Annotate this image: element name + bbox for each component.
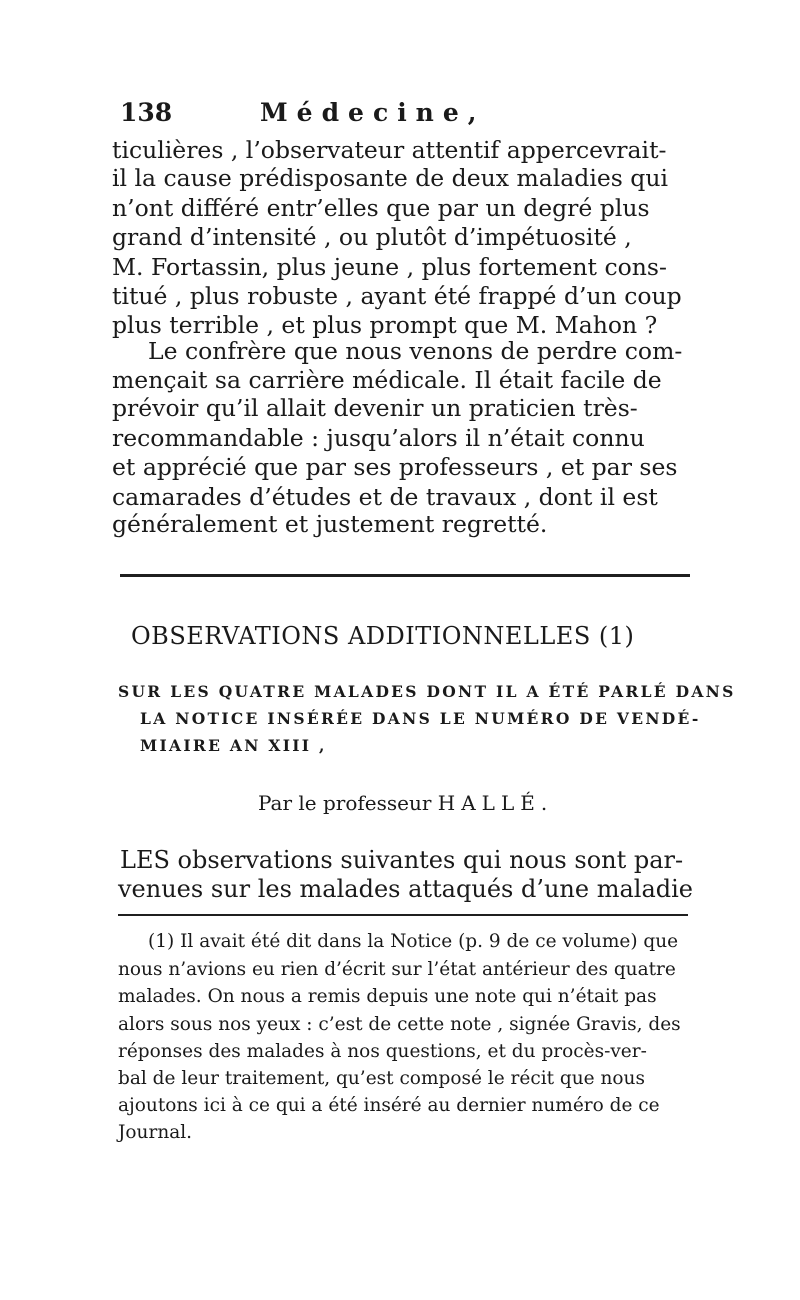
text-line: titué , plus robuste , ayant été frappé d’un coup <box>112 282 682 310</box>
page-header <box>120 98 680 138</box>
text-line: prévoir qu’il allait devenir un praticien très- <box>112 394 638 422</box>
section-divider <box>120 574 690 577</box>
footnote-line: malades. On nous a remis depuis une note qui n’était pas <box>118 986 657 1007</box>
footnote-line: ajoutons ici à ce qui a été inséré au dernier numéro de ce <box>118 1095 660 1116</box>
text-line: ticulières , l’observateur attentif appercevrait- <box>112 136 667 164</box>
footnote-line: (1) Il avait été dit dans la Notice (p. 9 de ce volume) que <box>148 931 679 952</box>
text-line: Le confrère que nous venons de perdre com- <box>148 337 683 365</box>
text-line: il la cause prédisposante de deux maladies qui <box>112 164 669 192</box>
page-number: 138 <box>120 98 173 127</box>
text-line: grand d’intensité , ou plutôt d’impétuosité , <box>112 223 632 251</box>
section-title: OBSERVATIONS ADDITIONNELLES (1) <box>131 622 635 650</box>
text-line: et apprécié que par ses professeurs , et par ses <box>112 453 678 481</box>
text-line: venues sur les malades attaqués d’une maladie <box>118 875 693 903</box>
subtitle-line: SUR LES QUATRE MALADES DONT IL A ÉTÉ PARLÉ DANS <box>118 682 736 701</box>
text-line: plus terrible , et plus prompt que M. Mahon ? <box>112 311 658 339</box>
footnote-divider <box>118 914 688 916</box>
text-line: mençait sa carrière médicale. Il était facile de <box>112 366 662 394</box>
footnote-line: alors sous nos yeux : c’est de cette note , signée Gravis, des <box>118 1014 681 1035</box>
subtitle-line: MIAIRE AN XIII , <box>140 736 327 755</box>
text-line: généralement et justement regretté. <box>112 510 548 538</box>
footnote-line: Journal. <box>118 1122 193 1143</box>
text-line: LES observations suivantes qui nous sont par- <box>120 846 684 874</box>
text-line: camarades d’études et de travaux , dont il est <box>112 483 658 511</box>
text-line: n’ont différé entr’elles que par un degré plus <box>112 194 650 222</box>
text-line: recommandable : jusqu’alors il n’était connu <box>112 424 645 452</box>
author-name: HALLÉ. <box>437 791 554 815</box>
byline-prefix: Par le professeur <box>258 791 438 815</box>
footnote-line: réponses des malades à nos questions, et du procès-ver- <box>118 1041 647 1062</box>
text-line: M. Fortassin, plus jeune , plus fortement cons- <box>112 253 667 281</box>
running-head: Médecine, <box>260 98 486 127</box>
footnote-line: bal de leur traitement, qu’est composé le récit que nous <box>118 1068 645 1089</box>
footnote-line: nous n’avions eu rien d’écrit sur l’état antérieur des quatre <box>118 959 676 980</box>
byline <box>258 791 553 815</box>
subtitle-line: LA NOTICE INSÉRÉE DANS LE NUMÉRO DE VENDÉ- <box>140 709 701 728</box>
